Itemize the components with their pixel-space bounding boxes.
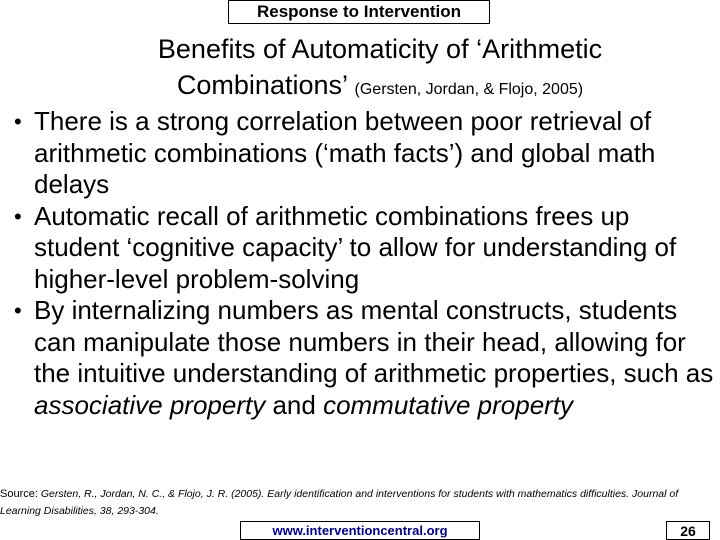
bullet-item [6,201,718,296]
bullet-icon: • [14,298,22,323]
bullet-icon: • [14,203,22,229]
bullet-italic-term: commutative property [323,389,574,420]
bullet-item [6,295,718,421]
page-number: 26 [666,521,710,540]
source-text: Gersten, R., Jordan, N. C., & Flojo, J. R. (2005). Early identification and interventions for students with mathematics difficulties. Journal of Learning Disabilities, 38, 293-304. [0,488,679,517]
source-citation [0,486,720,520]
title-line-2-text: Combinations’ [176,70,347,100]
title-citation: (Gersten, Jordan, & Flojo, 2005) [354,81,584,98]
footer-url-link[interactable]: www.interventioncentral.org [240,521,480,540]
bullet-icon: • [14,109,22,134]
slide-header: Response to Intervention [228,0,490,24]
title-line-2 [0,67,720,108]
title-line-1: Benefits of Automaticity of ‘Arithmetic [157,34,603,64]
bullet-text: and [265,389,324,420]
bullet-italic-term: associative property [34,389,266,420]
bullet-text: By internalizing numbers as mental constructs, students can manipulate those numbers in their head, allowing for the intuitive understanding of arithmetic properties, such as [34,295,714,388]
bullet-text: There is a strong correlation between poor retrieval of arithmetic combinations (‘math facts’) and global math delays [34,106,656,199]
bullet-text: Automatic recall of arithmetic combinations frees up student ‘cognitive capacity’ to allow for understanding of higher-level problem-solving [34,200,677,294]
bullet-list [6,106,718,421]
slide-title [0,31,720,108]
bullet-item [6,106,718,201]
source-label: Source: [0,488,38,500]
